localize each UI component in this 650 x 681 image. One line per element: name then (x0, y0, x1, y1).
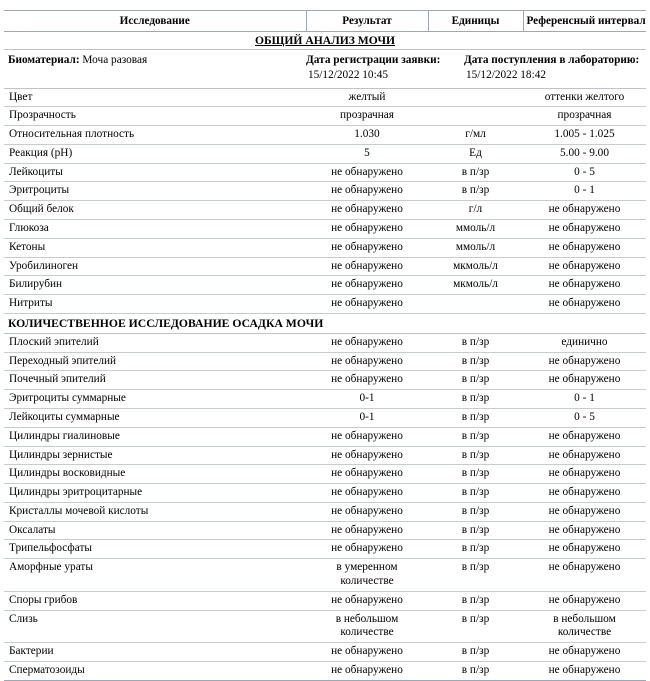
analyte-result: не обнаружено (306, 238, 428, 257)
metadata-row (4, 50, 646, 89)
analyte-name: Билирубин (4, 276, 306, 295)
analyte-result: не обнаружено (306, 257, 428, 276)
analyte-name: Оксалаты (4, 521, 306, 540)
table-row (4, 446, 646, 465)
analyte-reference: в небольшом количестве (523, 610, 646, 643)
analyte-result: 1.030 (306, 126, 428, 145)
analyte-units: в п/зр (428, 333, 523, 352)
analyte-reference: не обнаружено (523, 295, 646, 314)
analyte-name: Лейкоциты (4, 163, 306, 182)
column-header-investigation: Исследование (4, 11, 306, 32)
table-row (4, 219, 646, 238)
analyte-reference: не обнаружено (523, 257, 646, 276)
analyte-reference: не обнаружено (523, 238, 646, 257)
biomaterial-value: Моча разовая (82, 54, 148, 66)
analyte-units: в п/зр (428, 182, 523, 201)
analyte-name: Эритроциты суммарные (4, 390, 306, 409)
table-row (4, 352, 646, 371)
analyte-result: не обнаружено (306, 333, 428, 352)
table-header (4, 11, 646, 32)
table-row (4, 276, 646, 295)
analyte-result: не обнаружено (306, 352, 428, 371)
column-header-units: Единицы (428, 11, 523, 32)
section-title: КОЛИЧЕСТВЕННОЕ ИССЛЕДОВАНИЕ ОСАДКА МОЧИ (4, 313, 646, 333)
analyte-units: в п/зр (428, 352, 523, 371)
analyte-reference: не обнаружено (523, 643, 646, 662)
analyte-reference: не обнаружено (523, 484, 646, 503)
analyte-name: Цилиндры эритроцитарные (4, 484, 306, 503)
analyte-name: Почечный эпителий (4, 371, 306, 390)
table-row (4, 643, 646, 662)
analyte-units: г/л (428, 201, 523, 220)
table-body (4, 32, 646, 681)
analyte-result: не обнаружено (306, 371, 428, 390)
analyte-units: Ед (428, 144, 523, 163)
analyte-units: в п/зр (428, 591, 523, 610)
analyte-result: не обнаружено (306, 591, 428, 610)
table-row (4, 559, 646, 592)
analyte-reference: не обнаружено (523, 427, 646, 446)
column-header-result: Результат (306, 11, 428, 32)
column-header-reference: Референсный интервал (523, 11, 646, 32)
table-row (4, 502, 646, 521)
analyte-units (428, 295, 523, 314)
analyte-units: в п/зр (428, 163, 523, 182)
table-row (4, 409, 646, 428)
biomaterial-block (8, 53, 306, 68)
analyte-units: в п/зр (428, 643, 523, 662)
analyte-reference: не обнаружено (523, 540, 646, 559)
table-row (4, 201, 646, 220)
analyte-units: ммоль/л (428, 219, 523, 238)
analyte-name: Цилиндры зернистые (4, 446, 306, 465)
analyte-result: 5 (306, 144, 428, 163)
registration-date-value: 15/12/2022 10:45 (308, 69, 389, 82)
analyte-units: ммоль/л (428, 238, 523, 257)
table-row (4, 182, 646, 201)
analyte-units (428, 107, 523, 126)
analyte-result: не обнаружено (306, 661, 428, 680)
analyte-reference: не обнаружено (523, 276, 646, 295)
table-header-row (4, 11, 646, 32)
analyte-result: в умеренном количестве (306, 559, 428, 592)
analyte-units: в п/зр (428, 661, 523, 680)
analyte-name: Цилиндры восковидные (4, 465, 306, 484)
analyte-units: в п/зр (428, 427, 523, 446)
section-header-row (4, 313, 646, 333)
analyte-result: 0-1 (306, 390, 428, 409)
analyte-result: не обнаружено (306, 502, 428, 521)
analyte-reference: 0 - 1 (523, 182, 646, 201)
analyte-reference: 1.005 - 1.025 (523, 126, 646, 145)
analyte-units: в п/зр (428, 371, 523, 390)
analyte-reference: 0 - 1 (523, 390, 646, 409)
document-title-row (4, 32, 646, 50)
analyte-reference: 0 - 5 (523, 409, 646, 428)
analyte-name: Нитриты (4, 295, 306, 314)
analyte-result: желтый (306, 88, 428, 107)
lab-arrival-date-block (464, 53, 644, 84)
table-row (4, 257, 646, 276)
analyte-name: Эритроциты (4, 182, 306, 201)
table-row (4, 295, 646, 314)
analyte-result: не обнаружено (306, 182, 428, 201)
analyte-name: Кристаллы мочевой кислоты (4, 502, 306, 521)
biomaterial-label: Биоматериал: (8, 54, 80, 66)
table-row (4, 390, 646, 409)
table-row (4, 540, 646, 559)
analyte-result: не обнаружено (306, 201, 428, 220)
analyte-reference: оттенки желтого (523, 88, 646, 107)
analyte-units: г/мл (428, 126, 523, 145)
analyte-result: не обнаружено (306, 295, 428, 314)
analyte-name: Цвет (4, 88, 306, 107)
lab-arrival-date-value: 15/12/2022 18:42 (466, 69, 547, 82)
analyte-reference: не обнаружено (523, 446, 646, 465)
analyte-name: Переходный эпителий (4, 352, 306, 371)
analyte-result: не обнаружено (306, 484, 428, 503)
analyte-name: Лейкоциты суммарные (4, 409, 306, 428)
table-row (4, 163, 646, 182)
analyte-name: Глюкоза (4, 219, 306, 238)
table-row (4, 107, 646, 126)
analyte-reference: не обнаружено (523, 661, 646, 680)
analyte-result: не обнаружено (306, 446, 428, 465)
table-row (4, 661, 646, 680)
analyte-name: Трипельфосфаты (4, 540, 306, 559)
analyte-name: Аморфные ураты (4, 559, 306, 592)
analyte-name: Споры грибов (4, 591, 306, 610)
analyte-reference: прозрачная (523, 107, 646, 126)
analyte-reference: не обнаружено (523, 521, 646, 540)
urinalysis-table (4, 10, 646, 681)
analyte-name: Слизь (4, 610, 306, 643)
analyte-name: Относительная плотность (4, 126, 306, 145)
analyte-result: 0-1 (306, 409, 428, 428)
analyte-units: в п/зр (428, 610, 523, 643)
analyte-result: не обнаружено (306, 219, 428, 238)
analyte-result: не обнаружено (306, 540, 428, 559)
analyte-result: прозрачная (306, 107, 428, 126)
analyte-name: Прозрачность (4, 107, 306, 126)
table-row (4, 591, 646, 610)
analyte-name: Плоский эпителий (4, 333, 306, 352)
analyte-result: не обнаружено (306, 465, 428, 484)
table-row (4, 238, 646, 257)
analyte-reference: не обнаружено (523, 201, 646, 220)
analyte-reference: не обнаружено (523, 591, 646, 610)
analyte-result: не обнаружено (306, 163, 428, 182)
analyte-result: не обнаружено (306, 427, 428, 446)
analyte-units: в п/зр (428, 390, 523, 409)
analyte-reference: не обнаружено (523, 502, 646, 521)
table-row (4, 427, 646, 446)
lab-arrival-date-label: Дата поступления в лабораторию: (464, 54, 640, 66)
analyte-units: в п/зр (428, 446, 523, 465)
analyte-units: в п/зр (428, 465, 523, 484)
analyte-result: не обнаружено (306, 643, 428, 662)
analyte-units (428, 88, 523, 107)
analyte-name: Кетоны (4, 238, 306, 257)
analyte-name: Сперматозоиды (4, 661, 306, 680)
analyte-units: мкмоль/л (428, 257, 523, 276)
analyte-reference: не обнаружено (523, 465, 646, 484)
analyte-reference: не обнаружено (523, 352, 646, 371)
table-row (4, 371, 646, 390)
table-row (4, 521, 646, 540)
analyte-reference: не обнаружено (523, 219, 646, 238)
metadata-cell (4, 50, 646, 89)
table-row (4, 144, 646, 163)
analyte-units: в п/зр (428, 559, 523, 592)
analyte-units: в п/зр (428, 521, 523, 540)
registration-date-label: Дата регистрации заявки: (306, 54, 441, 66)
analyte-result: не обнаружено (306, 521, 428, 540)
table-row (4, 610, 646, 643)
analyte-result: не обнаружено (306, 276, 428, 295)
analyte-reference: 5.00 - 9.00 (523, 144, 646, 163)
analyte-result: в небольшом количестве (306, 610, 428, 643)
table-row (4, 333, 646, 352)
analyte-reference: не обнаружено (523, 559, 646, 592)
table-row (4, 484, 646, 503)
analyte-name: Общий белок (4, 201, 306, 220)
analyte-reference: 0 - 5 (523, 163, 646, 182)
document-title-cell (4, 32, 646, 50)
registration-date-block (306, 53, 464, 84)
table-row (4, 88, 646, 107)
analyte-reference: единично (523, 333, 646, 352)
table-row (4, 465, 646, 484)
analyte-reference: не обнаружено (523, 371, 646, 390)
analyte-name: Реакция (pH) (4, 144, 306, 163)
analyte-units: в п/зр (428, 409, 523, 428)
analyte-name: Цилиндры гиалиновые (4, 427, 306, 446)
table-row (4, 126, 646, 145)
analyte-units: в п/зр (428, 540, 523, 559)
analyte-units: в п/зр (428, 484, 523, 503)
analyte-name: Бактерии (4, 643, 306, 662)
analyte-units: мкмоль/л (428, 276, 523, 295)
page-title: ОБЩИЙ АНАЛИЗ МОЧИ (255, 34, 395, 47)
analyte-name: Уробилиноген (4, 257, 306, 276)
analyte-units: в п/зр (428, 502, 523, 521)
